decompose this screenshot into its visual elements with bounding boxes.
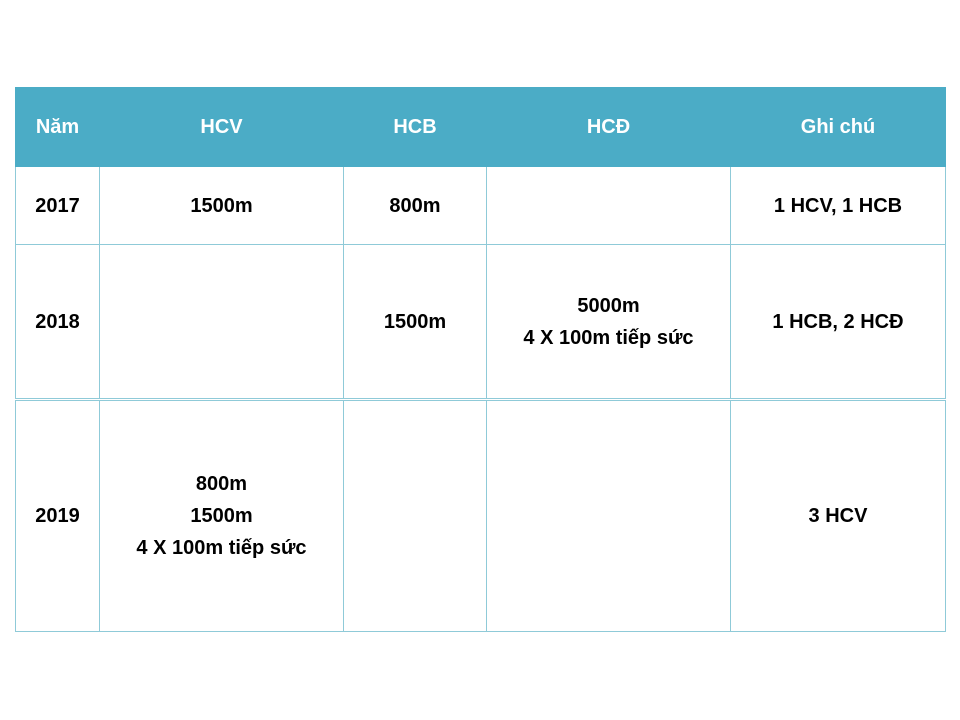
event-label: 1500m [190,505,253,527]
header-row [16,88,946,167]
cell-hcb [344,400,487,632]
cell-note: 1 HCV, 1 HCB [731,167,946,245]
cell-year: 2019 [16,400,100,632]
cell-hcd [487,400,731,632]
cell-hcd [487,245,731,400]
medals-table [15,87,946,632]
event-label: 800m [195,473,248,495]
header-hcb: HCB [344,88,487,167]
header-year: Năm [16,88,100,167]
cell-note: 1 HCB, 2 HCĐ [731,245,946,400]
header-hcd: HCĐ [487,88,731,167]
cell-hcb [344,167,487,245]
table-row [16,400,946,632]
cell-hcv [100,245,344,400]
event-label: 4 X 100m tiếp sức [523,326,694,349]
cell-year: 2018 [16,245,100,400]
cell-hcv [100,400,344,632]
table-row [16,167,946,245]
table-row [16,245,946,400]
event-label: 800m [389,194,441,217]
cell-note: 3 HCV [731,400,946,632]
cell-year: 2017 [16,167,100,245]
header-note: Ghi chú [731,88,946,167]
cell-hcd [487,167,731,245]
event-label: 1500m [383,310,447,333]
event-label: 1500m [190,194,253,217]
event-label: 4 X 100m tiếp sức [136,537,307,559]
header-hcv: HCV [100,88,344,167]
event-label: 5000m [577,294,640,317]
cell-hcb [344,245,487,400]
cell-hcv [100,167,344,245]
